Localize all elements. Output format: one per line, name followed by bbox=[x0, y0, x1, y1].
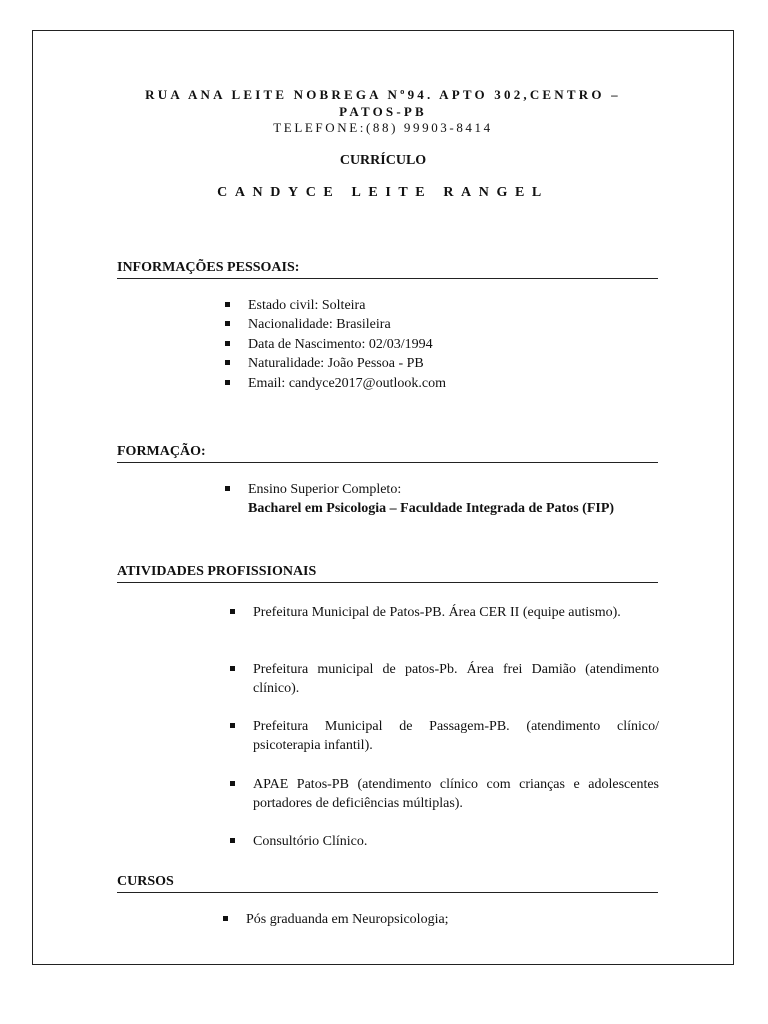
list-item bbox=[225, 480, 614, 519]
list-item: Prefeitura municipal de patos-Pb. Área frei Damião (atendimento clínico). bbox=[230, 660, 659, 699]
personal-info-heading: INFORMAÇÕES PESSOAIS: bbox=[117, 259, 658, 279]
candidate-name: CANDYCE LEITE RANGEL bbox=[217, 185, 549, 200]
list-item: Consultório Clínico. bbox=[230, 832, 659, 851]
list-item: Naturalidade: João Pessoa - PB bbox=[225, 354, 446, 373]
list-item: APAE Patos-PB (atendimento clínico com crianças e adolescentes portadores de deficiências múltiplas). bbox=[230, 775, 659, 814]
list-item: Prefeitura Municipal de Passagem-PB. (atendimento clínico/ psicoterapia infantil). bbox=[230, 717, 659, 756]
list-item: Email: candyce2017@outlook.com bbox=[225, 374, 446, 393]
list-item: Nacionalidade: Brasileira bbox=[225, 315, 446, 334]
address-line-2: PATOS-PB bbox=[339, 104, 427, 119]
courses-heading: CURSOS bbox=[117, 873, 658, 893]
address bbox=[32, 86, 734, 120]
phone: TELEFONE:(88) 99903-8414 bbox=[273, 120, 493, 135]
list-item: Estado civil: Solteira bbox=[225, 296, 446, 315]
courses-list bbox=[223, 910, 449, 929]
list-item: Pós graduanda em Neuropsicologia; bbox=[223, 910, 449, 929]
formation-list bbox=[225, 480, 614, 519]
document-title: CURRÍCULO bbox=[339, 153, 427, 168]
formation-item: Ensino Superior Completo: bbox=[248, 482, 402, 497]
list-item: Prefeitura Municipal de Patos-PB. Área CER II (equipe autismo). bbox=[230, 603, 659, 622]
list-item: Data de Nascimento: 02/03/1994 bbox=[225, 335, 446, 354]
formation-detail: Bacharel em Psicologia – Faculdade Integrada de Patos (FIP) bbox=[248, 501, 615, 517]
address-line-1: RUA ANA LEITE NOBREGA Nº94. APTO 302,CENTRO – bbox=[145, 87, 621, 102]
activities-heading: ATIVIDADES PROFISSIONAIS bbox=[117, 563, 658, 583]
personal-info-list bbox=[225, 296, 446, 393]
formation-heading: FORMAÇÃO: bbox=[117, 443, 658, 463]
